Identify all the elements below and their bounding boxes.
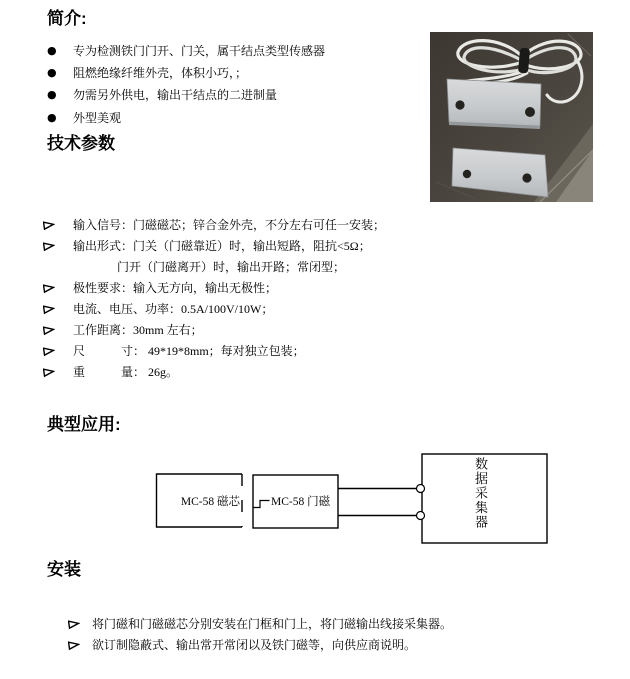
reed-switch-icon: [253, 501, 270, 508]
diagram-collector-label: 数据采集器: [473, 457, 488, 530]
install-row: [68, 613, 452, 634]
spec-text: 电流、电压、功率：0.5A/100V/10W；: [73, 302, 274, 316]
list-item: [47, 106, 325, 128]
spec-row-continuation: [43, 256, 385, 277]
diagram-terminal: [417, 485, 425, 493]
application-diagram: [140, 448, 560, 548]
product-photo-image: [430, 32, 593, 202]
intro-list: [47, 39, 325, 129]
arrow-bullet-icon: [43, 282, 73, 294]
screw-hole: [525, 107, 535, 117]
spec-row: [43, 277, 385, 298]
bullet-dot-icon: ●: [47, 66, 57, 80]
list-item: [47, 61, 325, 83]
spec-text: 重 量： 26g。: [73, 365, 179, 379]
bullet-dot-icon: ●: [47, 88, 57, 102]
arrow-bullet-icon: [43, 345, 73, 357]
arrow-bullet-icon: [43, 366, 73, 378]
install-list: [68, 613, 452, 655]
spec-text: 门开（门磁离开）时，输出开路；常闭型；: [117, 260, 346, 274]
spec-text: 极性要求：输入无方向，输出无极性；: [73, 281, 278, 295]
item-text: 外型美观: [73, 110, 122, 125]
list-item: [47, 84, 325, 106]
bullet-dot-icon: ●: [47, 43, 57, 57]
install-row: [68, 634, 452, 655]
diagram-switch-label: MC-58 门磁: [271, 496, 331, 508]
arrow-bullet-icon: [68, 618, 92, 630]
spec-text: 输出形式：门关（门磁靠近）时，输出短路，阻抗<5Ω；: [73, 239, 371, 253]
application-title: 典型应用:: [47, 415, 121, 434]
intro-title: 简介:: [47, 9, 87, 28]
specs-title: 技术参数: [47, 134, 115, 153]
spec-row: [43, 319, 385, 340]
install-text: 将门磁和门磁磁芯分别安装在门框和门上，将门磁输出线接采集器。: [92, 617, 453, 631]
arrow-bullet-icon: [43, 303, 73, 315]
arrow-bullet-icon: [43, 240, 73, 252]
spec-text: 尺 寸： 49*19*8mm；每对独立包装；: [73, 344, 305, 358]
spec-row: [43, 298, 385, 319]
screw-hole: [522, 173, 531, 182]
spec-row: [43, 361, 385, 382]
spec-text: 工作距离：30mm 左右；: [73, 323, 203, 337]
spec-row: [43, 235, 385, 256]
spec-row: [43, 214, 385, 235]
diagram-core-label: MC-58 磁芯: [180, 496, 240, 508]
install-text: 欲订制隐蔽式、输出常开常闭以及铁门磁等，向供应商说明。: [92, 638, 417, 652]
spec-row: [43, 340, 385, 361]
arrow-bullet-icon: [68, 639, 92, 651]
item-text: 专为检测铁门门开、门关，属干结点类型传感器: [73, 43, 326, 58]
item-text: 阻燃绝缘纤维外壳，体积小巧，；: [73, 66, 248, 81]
bullet-dot-icon: ●: [47, 110, 57, 124]
screw-hole: [455, 100, 464, 109]
item-text: 勿需另外供电，输出干结点的二进制量: [73, 88, 278, 103]
specs-list: [43, 214, 385, 382]
arrow-bullet-icon: [43, 324, 73, 336]
screw-hole: [463, 170, 471, 178]
arrow-bullet-icon: [43, 219, 73, 231]
install-title: 安装: [47, 560, 81, 579]
list-item: [47, 39, 325, 61]
sensor-top: [447, 79, 541, 129]
diagram-terminal: [417, 512, 425, 520]
spec-text: 输入信号：门磁磁芯；锌合金外壳，不分左右可任一安装；: [73, 218, 386, 232]
